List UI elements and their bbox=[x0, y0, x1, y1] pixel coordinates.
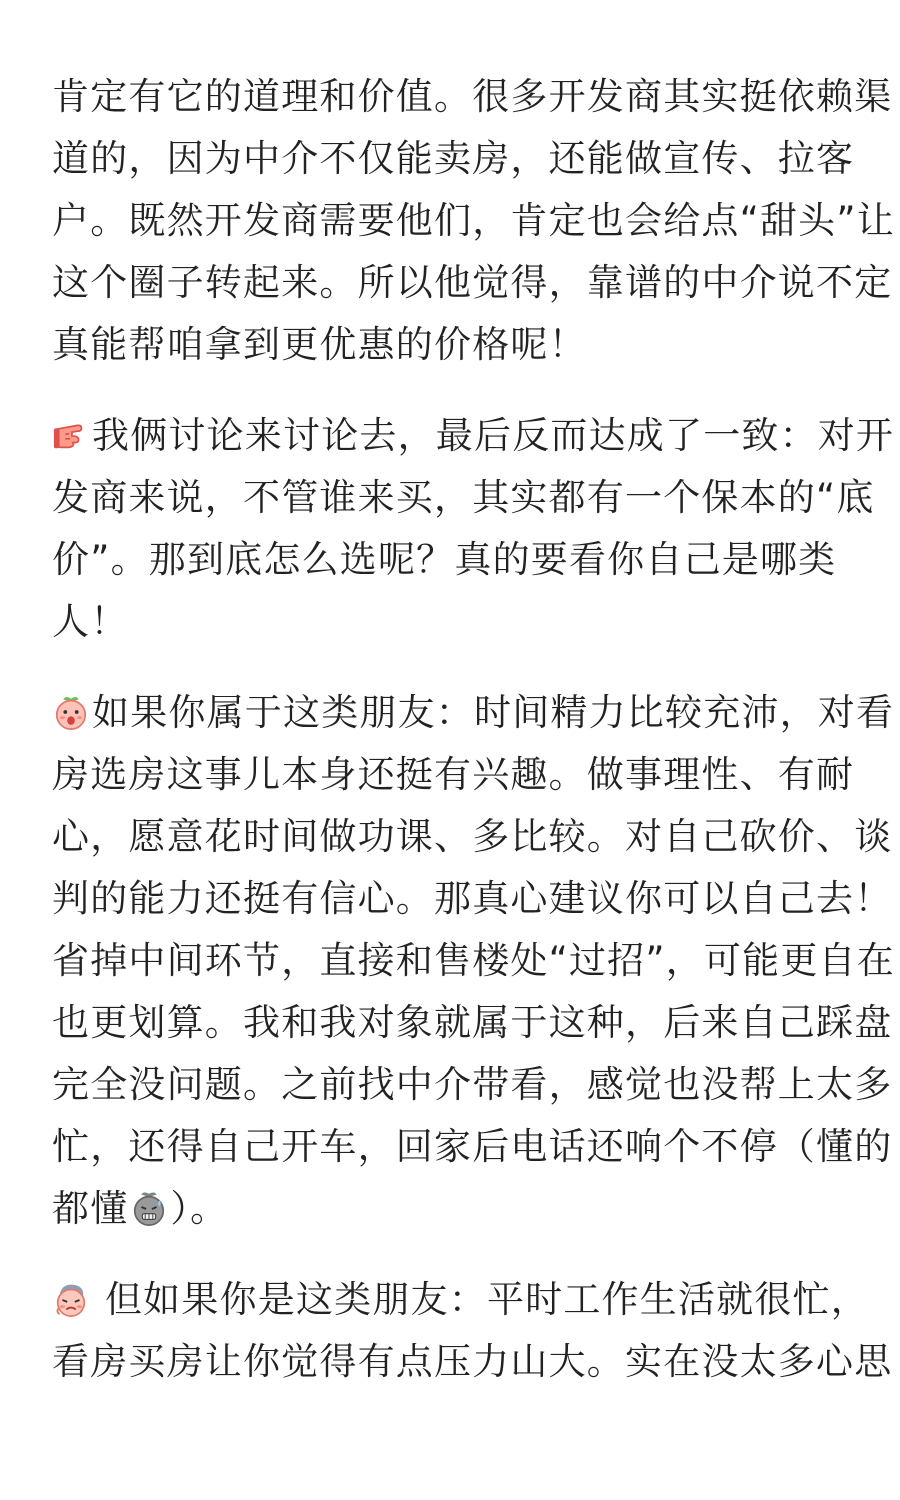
text-line: 人！ bbox=[52, 600, 129, 643]
text-line: 价”。那到底怎么选呢？真的要看你自己是哪类 bbox=[52, 538, 837, 581]
text-line: 肯定有它的道理和价值。很多开发商其实挺依赖渠 bbox=[52, 75, 893, 118]
text-line: 也更划算。我和我对象就属于这种，后来自己踩盘 bbox=[52, 1001, 893, 1044]
text-line: 户。既然开发商需要他们，肯定也会给点“甜头”让 bbox=[52, 199, 895, 242]
text-line: 如果你属于这类朋友：时间精力比较充沛，对看 bbox=[52, 682, 852, 744]
paragraph-discussion bbox=[52, 405, 895, 653]
sweat-grimace-face-icon bbox=[130, 1189, 168, 1227]
text-line: 房选房这事儿本身还挺有兴趣。做事理性、有耐 bbox=[52, 753, 855, 796]
text-line: 都懂 ）。 bbox=[52, 1187, 229, 1230]
text-line: 但如果你是这类朋友：平时工作生活就很忙， bbox=[52, 1269, 852, 1331]
text-line: 看房买房让你觉得有点压力山大。实在没太多心思 bbox=[52, 1340, 893, 1383]
article-body bbox=[52, 66, 895, 1393]
text-line: 省掉中间环节，直接和售楼处“过招”，可能更自在 bbox=[52, 939, 895, 982]
text-line: 完全没问题。之前找中介带看，感觉也没帮上太多 bbox=[52, 1063, 893, 1106]
text-line: 这个圈子转起来。所以他觉得，靠谱的中介说不定 bbox=[52, 261, 893, 304]
text-line: 真能帮咱拿到更优惠的价格呢！ bbox=[52, 323, 587, 366]
text-line: 道的，因为中介不仅能卖房，还能做宣传、拉客 bbox=[52, 137, 855, 180]
text-line: 忙，还得自己开车，回家后电话还响个不停（懂的 bbox=[52, 1125, 893, 1168]
surprised-peach-face-icon bbox=[52, 693, 90, 731]
text-line: 心，愿意花时间做功课、多比较。对自己砍价、谈 bbox=[52, 815, 893, 858]
paragraph-developer-channels bbox=[52, 66, 895, 376]
text-line: 我俩讨论来讨论去，最后反而达成了一致：对开 bbox=[52, 405, 852, 467]
text-line: 判的能力还挺有信心。那真心建议你可以自己去！ bbox=[52, 877, 893, 920]
text-line: 发商来说，不管谁来买，其实都有一个保本的“底 bbox=[52, 476, 875, 519]
paragraph-diy-buyers bbox=[52, 682, 895, 1240]
pointing-finger-icon bbox=[52, 416, 90, 454]
tired-face-icon bbox=[52, 1280, 90, 1318]
paragraph-busy-buyers bbox=[52, 1269, 893, 1393]
